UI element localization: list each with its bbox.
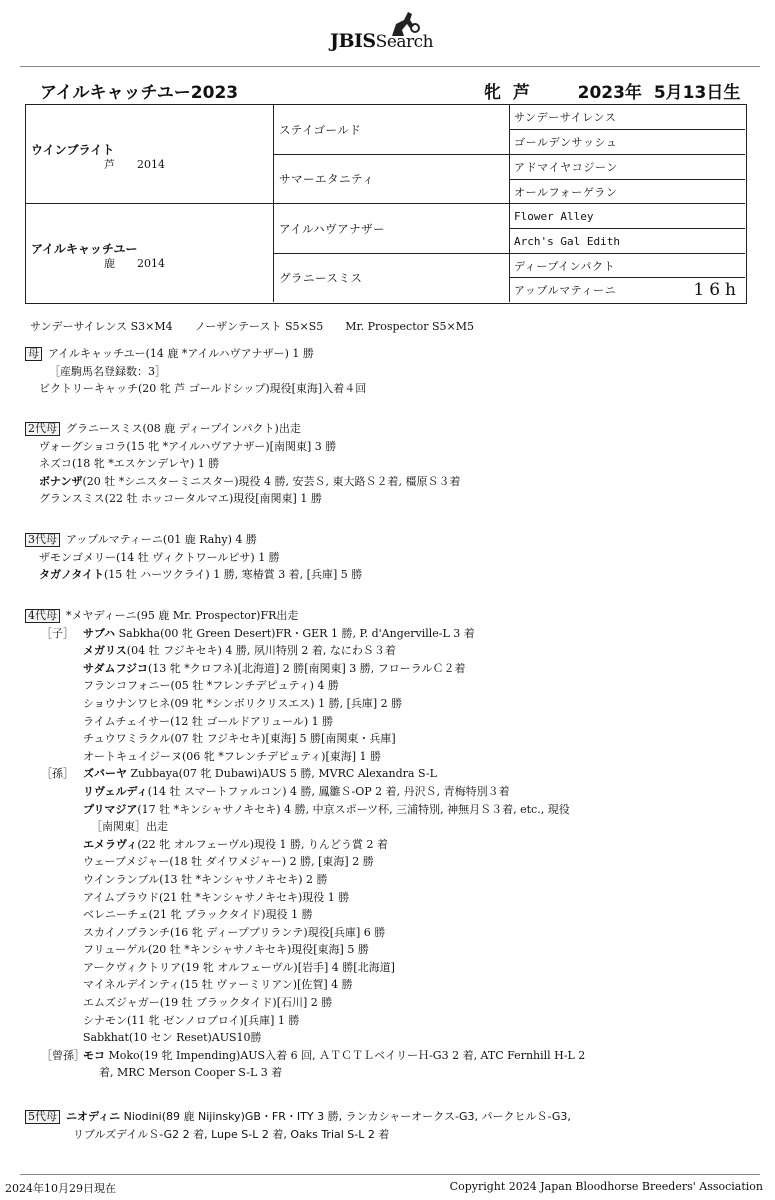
horse-record: (22 牝 オルフェーヴル)現役 1 勝, りんどう賞 2 着 <box>137 837 389 851</box>
horse-name-link[interactable]: サブハ <box>83 626 116 640</box>
dam2-section <box>25 420 461 508</box>
pedigree-line <box>25 642 585 660</box>
pedigree-line <box>39 438 461 456</box>
horse-record: ウインランブル(13 牡 *キンシャサノキセキ) 2 勝 <box>83 872 328 886</box>
pedigree-line <box>39 473 461 491</box>
gen2-name[interactable]: サマーエタニティ <box>279 172 375 186</box>
pedigree-line <box>25 853 585 871</box>
horse-name-link[interactable]: プリマジア <box>83 802 138 816</box>
horse-record: Zubbaya(07 牝 Dubawi)AUS 5 勝, MVRC Alexandra S-L <box>127 767 437 781</box>
dam5-text-2: リブルズデイルＳ-G2 2 着, Lupe S-L 2 着, Oaks Trial S-L 2 着 <box>73 1127 390 1141</box>
horse-name-link[interactable]: モコ <box>83 1048 105 1062</box>
dam1-line: アイルキャッチユー(14 鹿 *アイルハヴアナザー) 1 勝 <box>48 347 314 360</box>
dam2-tag: 2代母 <box>25 422 60 436</box>
horse-record: シナモン(11 牝 ゼンノロブロイ)[兵庫] 1 勝 <box>83 1013 300 1027</box>
pedigree-gen2-cell <box>274 204 510 254</box>
pedigree-gen3-cell <box>510 204 745 229</box>
pedigree-line <box>25 959 585 977</box>
pedigree-line <box>25 625 585 643</box>
horse-record: ベレニーチェ(21 牝 ブラックタイド)現役 1 勝 <box>83 908 313 922</box>
pedigree-line <box>25 748 585 766</box>
dam4-head: *メヤディーニ(95 鹿 Mr. Prospector)FR出走 <box>66 609 299 622</box>
dam5-text: Niodini(89 鹿 Nijinsky)GB・FR・ITY 3 勝, ランカシャーオークス-G3, パークヒルＳ-G3, <box>120 1110 571 1123</box>
pedigree-gen2-cell <box>274 254 510 302</box>
dam3-head: アップルマティーニ(01 鹿 Rahy) 4 勝 <box>66 533 257 546</box>
pedigree-gen3-cell <box>510 105 745 130</box>
horse-record: フリューゲル(20 牡 *キンシャサノキセキ)現役[東海] 5 勝 <box>83 943 369 957</box>
horse-name-link[interactable]: ズバーヤ <box>83 767 127 781</box>
horse-record: チュウワミラクル(07 牡 フジキセキ)[東海] 5 勝[南関東・兵庫] <box>83 732 396 746</box>
height-hands: 16h <box>693 280 741 300</box>
pedigree-gen3-cell <box>510 155 745 180</box>
dam5-horse[interactable]: ニオディニ <box>66 1110 121 1123</box>
horse-name: アイルキャッチユー2023 <box>40 83 239 103</box>
horse-record: Moko(19 牝 Impending)AUS入着 6 回, ＡＴＣＴＬベイリーＨ-G3 2 着, ATC Fernhill H-L 2 <box>105 1048 586 1062</box>
pedigree-dam-cell <box>26 204 274 302</box>
relation-label: ［曾孫］ <box>41 1048 85 1062</box>
horse-name-link[interactable]: リヴェルディ <box>83 784 148 798</box>
horse-record: ウェーブメジャー(18 牡 ダイワメジャー) 2 勝, [東海] 2 勝 <box>83 855 374 869</box>
pedigree-gen2-cell <box>274 105 510 155</box>
horse-record: 着, MRC Merson Cooper S-L 3 着 <box>99 1066 283 1080</box>
horse-record: ネズコ(18 牝 *エスケンデレヤ) 1 勝 <box>39 457 220 471</box>
dam1-line: ［産駒馬名登録数：3］ <box>49 364 166 378</box>
pedigree-line <box>25 783 585 801</box>
pedigree-line <box>25 941 585 959</box>
pedigree-gen2-cell <box>274 155 510 204</box>
gen3-name[interactable]: ディープインパクト <box>514 259 616 273</box>
dam-info: 鹿 2014 <box>104 257 165 270</box>
pedigree-line <box>25 713 585 731</box>
logo-jbis: JBIS <box>330 30 376 52</box>
header-divider <box>20 66 760 67</box>
horse-record: ライムチェイサー(12 牡 ゴールドアリュール) 1 勝 <box>83 714 334 728</box>
dam4-tag: 4代母 <box>25 609 60 623</box>
horse-birth: 2023年 5月13日生 <box>577 83 741 103</box>
horse-record: (04 牡 フジキセキ) 4 勝, 夙川特別 2 着, なにわＳ３着 <box>126 644 396 658</box>
inbreeding-crosses: サンデーサイレンス S3×M4 ノーザンテースト S5×S5 Mr. Prospector S5×M5 <box>30 320 475 333</box>
horse-record: アイムブラウド(21 牡 *キンシャサノキセキ)現役 1 勝 <box>83 890 350 904</box>
dam1-section <box>25 345 366 398</box>
horse-record: アークヴィクトリア(19 牝 オルフェーヴル)[岩手] 4 勝[北海道] <box>83 960 395 974</box>
horse-sex-color: 牝 芦 <box>484 83 530 103</box>
horse-record: フランコフォニー(05 牡 *フレンチデピュティ) 4 勝 <box>83 679 339 693</box>
horse-record: オートキュイジーヌ(06 牝 *フレンチデピュティ)[東海] 1 勝 <box>83 749 382 763</box>
pedigree-line <box>25 765 585 783</box>
pedigree-line <box>25 976 585 994</box>
horse-record: (14 牡 スマートファルコン) 4 勝, 鳳雛Ｓ-OP 2 着, 丹沢Ｓ, 青梅特別３着 <box>147 784 510 798</box>
pedigree-line <box>39 490 461 508</box>
pedigree-line <box>25 677 585 695</box>
horse-record: グランスミス(22 牡 ホッコータルマエ)現役[南関東] 1 勝 <box>39 492 322 506</box>
horse-record: (17 牡 *キンシャサノキセキ) 4 勝, 中京スポーツ杯, 三浦特別, 神無月Ｓ３着, etc., 現役 <box>137 802 570 816</box>
horse-record: (13 牝 *クロフネ)[北海道] 2 勝[南関東] 3 勝, フローラルＣ２着 <box>148 661 466 675</box>
pedigree-line <box>25 1047 585 1065</box>
horse-record: エムズジャガー(19 牡 ブラックタイド)[石川] 2 勝 <box>83 996 333 1010</box>
pedigree-line <box>39 549 362 567</box>
dam5-section <box>25 1108 571 1143</box>
pedigree-line <box>25 660 585 678</box>
pedigree-line <box>25 836 585 854</box>
relation-label: ［子］ <box>41 626 74 640</box>
dam3-section <box>25 531 362 584</box>
pedigree-line <box>25 818 585 836</box>
relation-label: ［孫］ <box>41 767 74 781</box>
pedigree-line <box>25 871 585 889</box>
gen3-name[interactable]: アップルマティーニ <box>514 284 617 297</box>
horse-record: ［南関東］出走 <box>91 820 168 834</box>
pedigree-line <box>25 924 585 942</box>
logo-search: Search <box>375 32 434 52</box>
horse-name-link[interactable]: タガノタイト <box>39 568 105 582</box>
pedigree-line <box>25 1029 585 1047</box>
horse-name-link[interactable]: メガリス <box>83 644 127 658</box>
gen2-name[interactable]: アイルハヴアナザー <box>279 221 386 236</box>
gen3-name[interactable]: ゴールデンサッシュ <box>514 136 618 149</box>
dam5-tag: 5代母 <box>25 1110 60 1124</box>
horse-record: スカイノブランチ(16 牝 ディープブリランテ)現役[兵庫] 6 勝 <box>83 925 386 939</box>
horse-record: (15 牡 ハーツクライ) 1 勝, 寒椿賞 3 着, [兵庫] 5 勝 <box>104 568 363 582</box>
horse-name-link[interactable]: ボナンザ <box>39 474 83 488</box>
pedigree-sire-cell <box>26 105 274 204</box>
horse-record: ザモンゴメリー(14 牡 ヴィクトワールピサ) 1 勝 <box>39 550 280 564</box>
copyright: Copyright 2024 Japan Bloodhorse Breeders' Association <box>449 1180 763 1193</box>
gen3-name[interactable]: Flower Alley <box>514 209 594 223</box>
sire-info: 芦 2014 <box>104 158 165 171</box>
pedigree-gen3-cell <box>510 229 745 254</box>
dam4-lines <box>25 625 585 1082</box>
pedigree-table <box>25 104 747 304</box>
dam1-tag: 母 <box>25 347 42 361</box>
gen2-name[interactable]: グラニースミス <box>279 271 363 285</box>
sire-name[interactable]: ウインブライト <box>31 143 115 157</box>
dam4-section <box>25 607 585 1082</box>
horse-record: ヴォーグショコラ(15 牝 *アイルハヴアナザー)[南関東] 3 勝 <box>39 439 337 453</box>
gen3-name[interactable]: Arch's Gal Edith <box>514 234 620 248</box>
horse-record: Sabkha(00 牝 Green Desert)FR・GER 1 勝, P. d'Angerville-L 3 着 <box>115 626 475 640</box>
gen3-name[interactable]: オールフォーゲラン <box>514 185 618 199</box>
dam2-head: グラニースミス(08 鹿 ディープインパクト)出走 <box>66 422 301 435</box>
pedigree-line <box>25 730 585 748</box>
pedigree-gen3-cell <box>510 254 745 278</box>
pedigree-line <box>25 906 585 924</box>
dam3-tag: 3代母 <box>25 533 60 547</box>
horse-record: (20 牡 *シニスターミニスター)現役 4 勝, 安芸Ｓ, 東大路Ｓ２着, 橿原Ｓ３着 <box>82 474 461 488</box>
horse-sex-birth <box>484 78 740 103</box>
dam-name[interactable]: アイルキャッチユー <box>31 242 138 256</box>
footer-divider <box>20 1174 760 1175</box>
as-of-date: 2024年10月29日現在 <box>5 1182 116 1195</box>
gen3-name[interactable]: サンデーサイレンス <box>514 111 617 124</box>
horse-name-link[interactable]: サダムフジコ <box>83 661 149 675</box>
dam2-lines <box>25 438 461 508</box>
dam1-line: ビクトリーキャッチ(20 牝 芦 ゴールドシップ)現役[東海]入着４回 <box>39 382 367 396</box>
pedigree-line <box>25 889 585 907</box>
pedigree-gen3-cell <box>510 278 745 302</box>
horse-record: ショウナンワヒネ(09 牝 *シンボリクリスエス) 1 勝, [兵庫] 2 勝 <box>83 696 403 710</box>
pedigree-line <box>39 455 461 473</box>
dam3-lines <box>25 549 362 584</box>
pedigree-line <box>39 566 362 584</box>
gen3-name[interactable]: アドマイヤコジーン <box>514 161 618 174</box>
horse-name-link[interactable]: エメラヴィ <box>83 837 138 851</box>
pedigree-line <box>25 695 585 713</box>
pedigree-line <box>25 1064 585 1082</box>
pedigree-line <box>25 1012 585 1030</box>
pedigree-gen3-cell <box>510 130 745 155</box>
horse-record: Sabkhat(10 セン Reset)AUS10勝 <box>83 1031 262 1045</box>
pedigree-line <box>25 801 585 819</box>
horse-record: マイネルデインティ(15 牡 ヴァーミリアン)[佐賀] 4 勝 <box>83 978 353 992</box>
pedigree-gen3-cell <box>510 180 745 204</box>
pedigree-line <box>25 994 585 1012</box>
gen2-name[interactable]: ステイゴールド <box>279 122 362 137</box>
jbis-search-logo[interactable] <box>330 8 470 54</box>
